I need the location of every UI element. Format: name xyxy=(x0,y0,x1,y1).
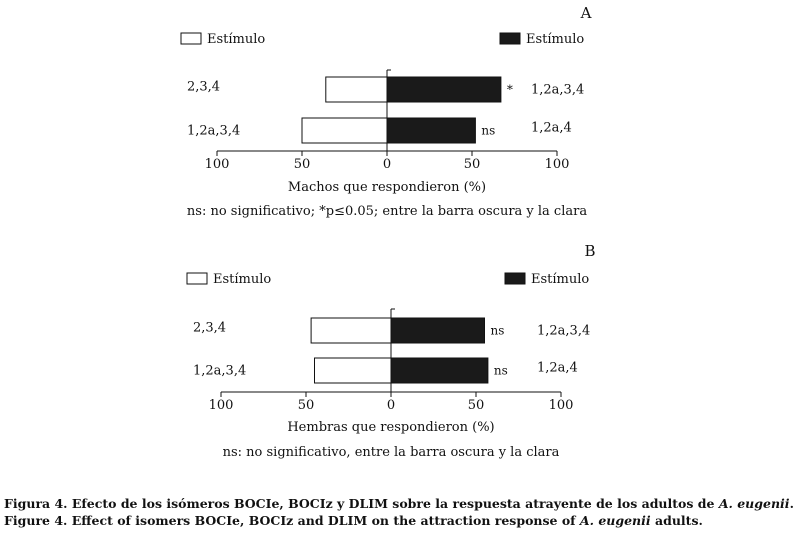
caption-english: Figure 4. Effect of isomers BOCIe, BOCIz and DLIM on the attraction response of A. eugenii adults. xyxy=(4,513,703,528)
x-axis-label: Machos que respondieron (%) xyxy=(287,180,487,195)
species-name: A. eugenii xyxy=(718,496,790,511)
category-label-right: 1,2a,4 xyxy=(537,360,578,376)
x-tick-label: 50 xyxy=(293,157,311,172)
legend-swatch-dark xyxy=(505,273,525,284)
panel-label: A xyxy=(580,4,592,22)
significance-label: ns xyxy=(493,363,508,378)
x-tick-label: 100 xyxy=(208,398,234,413)
x-tick-label: 100 xyxy=(544,157,570,172)
footnote: ns: no significativo; *p≤0.05; entre la barra oscura y la clara xyxy=(186,204,588,219)
category-label-left: 2,3,4 xyxy=(193,320,227,336)
legend-label-light: Estímulo xyxy=(213,272,272,287)
x-tick-label: 50 xyxy=(463,157,481,172)
species-name: A. eugenii xyxy=(579,513,651,528)
category-label-left: 2,3,4 xyxy=(187,79,221,95)
category-label-left: 1,2a,3,4 xyxy=(193,363,247,379)
x-tick-label: 50 xyxy=(467,398,485,413)
category-label-right: 1,2a,4 xyxy=(531,120,572,136)
category-label-right: 1,2a,3,4 xyxy=(531,82,585,98)
bar-light xyxy=(302,118,387,143)
bar-dark xyxy=(391,318,485,343)
bar-dark xyxy=(387,77,501,102)
significance-label: * xyxy=(506,82,513,97)
panel-label: B xyxy=(584,242,596,260)
significance-label: ns xyxy=(481,123,496,138)
x-axis-label: Hembras que respondieron (%) xyxy=(287,420,495,435)
significance-label: ns xyxy=(490,323,505,338)
bar-light xyxy=(315,358,392,383)
bar-dark xyxy=(391,358,488,383)
x-tick-label: 100 xyxy=(204,157,230,172)
caption-spanish: Figura 4. Efecto de los isómeros BOCIe, BOCIz y DLIM sobre la respuesta atrayente de los adultos de A. eugenii. xyxy=(4,496,794,511)
legend-swatch-dark xyxy=(500,33,520,44)
bar-dark xyxy=(387,118,475,143)
legend-label-light: Estímulo xyxy=(207,32,266,47)
legend-swatch-light xyxy=(187,273,207,284)
bar-light xyxy=(311,318,391,343)
x-tick-label: 50 xyxy=(297,398,315,413)
legend-label-dark: Estímulo xyxy=(531,272,590,287)
x-tick-label: 0 xyxy=(382,157,392,172)
legend-swatch-light xyxy=(181,33,201,44)
x-tick-label: 100 xyxy=(548,398,574,413)
footnote: ns: no significativo, entre la barra oscura y la clara xyxy=(222,445,560,460)
legend-label-dark: Estímulo xyxy=(526,32,585,47)
category-label-left: 1,2a,3,4 xyxy=(187,123,241,139)
category-label-right: 1,2a,3,4 xyxy=(537,323,591,339)
bar-light xyxy=(326,77,387,102)
x-tick-label: 0 xyxy=(386,398,396,413)
